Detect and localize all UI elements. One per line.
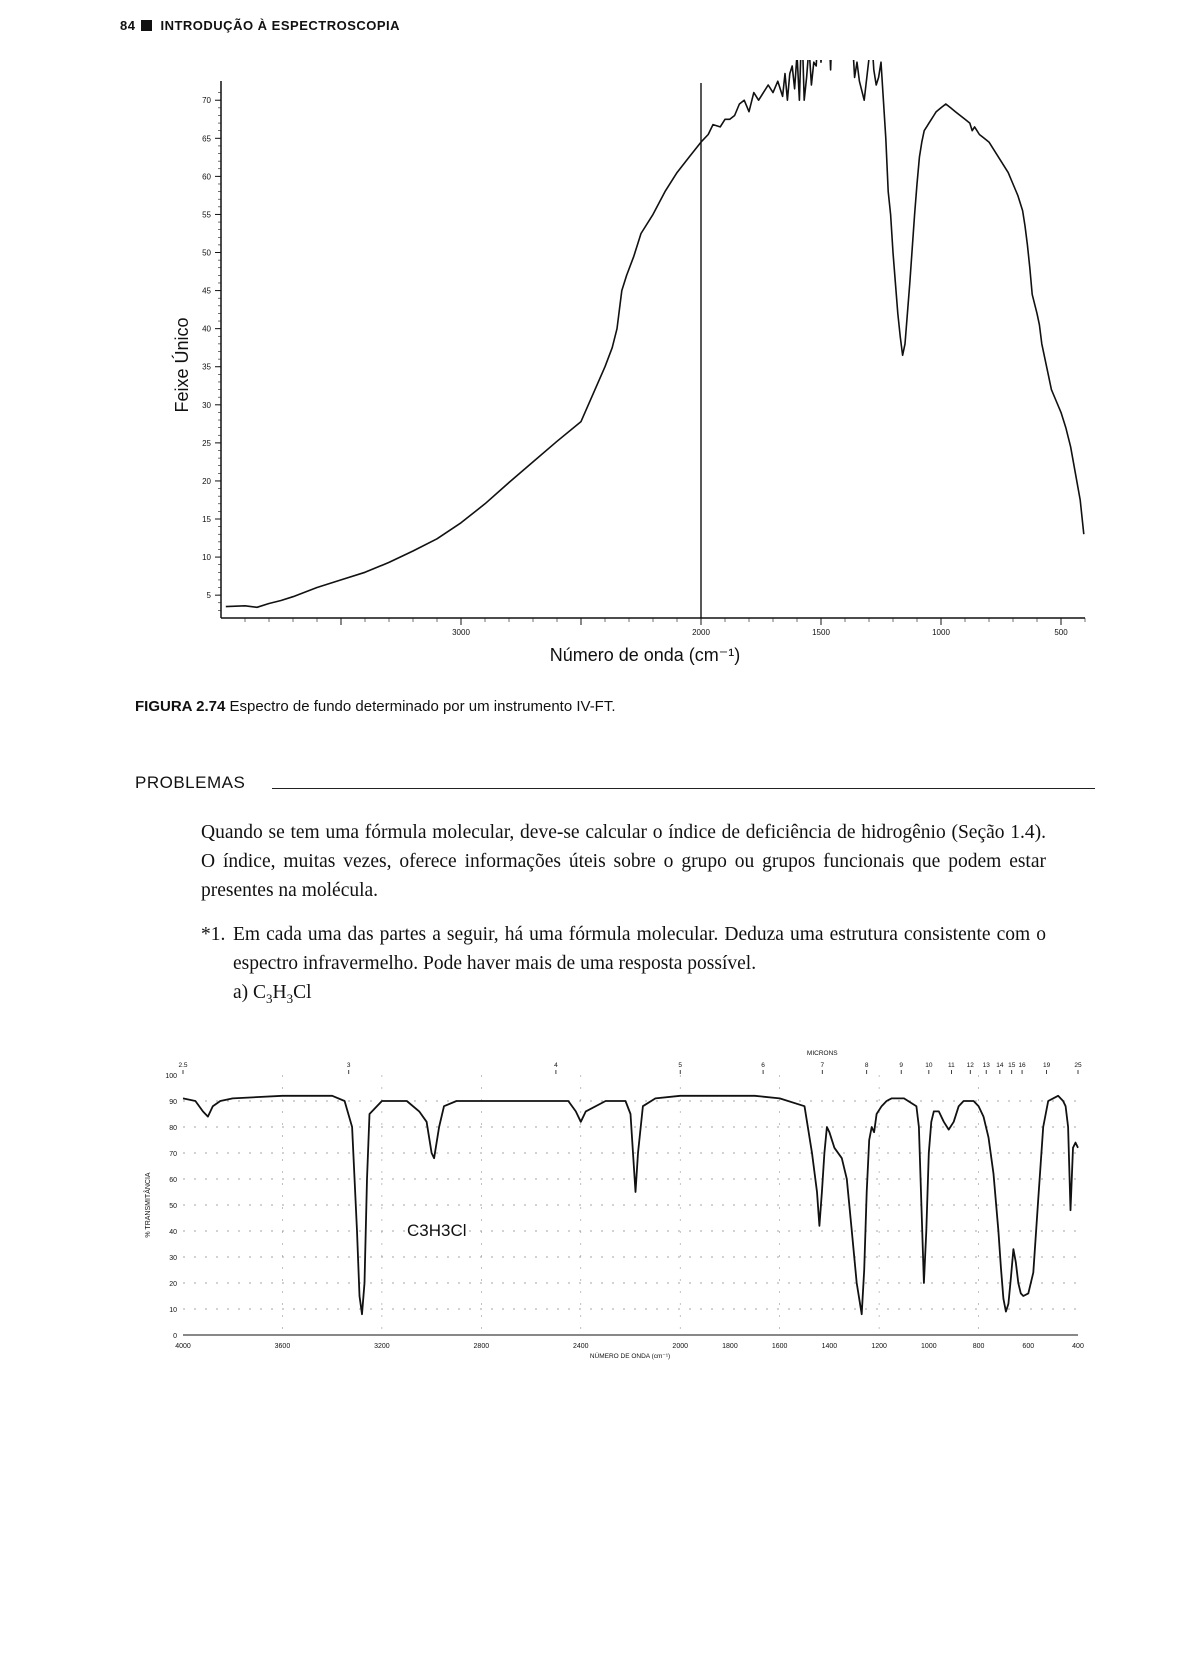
section-title: PROBLEMAS xyxy=(135,773,246,792)
x-tick-label: 3200 xyxy=(374,1343,390,1350)
page-number: 84 xyxy=(120,18,136,33)
x-tick-label: 1000 xyxy=(921,1343,937,1350)
y-tick-label: 100 xyxy=(165,1073,177,1080)
figure-caption-text: Espectro de fundo determinado por um instrumento IV-FT. xyxy=(229,698,616,715)
section-rule xyxy=(272,788,1095,789)
x-tick-label: 4000 xyxy=(175,1343,191,1350)
y-tick-label: 30 xyxy=(202,400,211,410)
spectrum-line xyxy=(226,60,1084,607)
x-tick-label: 500 xyxy=(1054,628,1068,637)
x-tick-label: 1000 xyxy=(932,628,950,637)
top-tick-label: 10 xyxy=(925,1062,933,1069)
top-tick-label: 8 xyxy=(864,1062,869,1069)
y-tick-label: 90 xyxy=(169,1099,177,1106)
top-tick-label: 7 xyxy=(820,1062,825,1069)
running-title: INTRODUÇÃO À ESPECTROSCOPIA xyxy=(160,18,401,33)
y-tick-label: 35 xyxy=(202,362,211,372)
x-tick-label: 1800 xyxy=(722,1343,738,1350)
top-tick-label: 3 xyxy=(346,1062,351,1069)
top-tick-label: 9 xyxy=(899,1062,904,1069)
x-tick-label: 2000 xyxy=(672,1343,689,1350)
figure-label: FIGURA 2.74 xyxy=(135,698,226,715)
top-tick-label: 5 xyxy=(678,1062,683,1069)
y-tick-label: 50 xyxy=(202,248,211,258)
y-tick-label: 25 xyxy=(202,438,211,448)
y-tick-label: 20 xyxy=(169,1281,177,1288)
top-tick-label: 4 xyxy=(554,1062,558,1069)
top-tick-label: 19 xyxy=(1042,1062,1051,1069)
top-tick-label: 15 xyxy=(1008,1062,1016,1069)
problem-number: *1. xyxy=(201,924,226,945)
y-tick-label: 15 xyxy=(202,515,211,525)
top-axis-label: MICRONS xyxy=(806,1050,838,1057)
problems-intro-paragraph: Quando se tem uma fórmula molecular, deve-se calcular o índice de deficiência de hidrogênio (Seção 1.4). O índice, muitas vezes, oferece informações úteis sobre o grupo ou grupos funcionais que podem estar presentes na molécula. xyxy=(201,822,1046,901)
running-header xyxy=(120,18,400,33)
y-tick-label: 0 xyxy=(173,1333,177,1340)
compound-label: C3H3Cl xyxy=(407,1221,467,1240)
y-tick-label: 70 xyxy=(169,1151,177,1158)
square-bullet-icon xyxy=(141,20,152,31)
x-tick-label: 1200 xyxy=(871,1343,887,1350)
x-tick-label: 1600 xyxy=(771,1343,788,1350)
y-tick-label: 50 xyxy=(169,1203,177,1210)
top-tick-label: 12 xyxy=(966,1062,974,1069)
x-axis-label: NÚMERO DE ONDA (cm⁻¹) xyxy=(589,1353,671,1360)
top-tick-label: 11 xyxy=(948,1062,955,1069)
top-tick-label: 13 xyxy=(982,1062,990,1069)
y-tick-label: 10 xyxy=(202,553,211,563)
x-tick-label: 600 xyxy=(1022,1343,1035,1350)
problem-part-a: a) $C_3H_3Cl$ xyxy=(233,982,312,1006)
y-tick-label: 40 xyxy=(202,324,211,334)
y-tick-label: 60 xyxy=(202,172,211,182)
y-tick-label: 20 xyxy=(202,476,211,486)
y-tick-label: 40 xyxy=(169,1229,177,1236)
figure-caption xyxy=(135,698,616,715)
background-spectrum-chart xyxy=(0,60,1190,680)
x-tick-label: 3600 xyxy=(274,1343,291,1350)
x-tick-label: 800 xyxy=(972,1343,985,1350)
top-tick-label: 6 xyxy=(761,1062,765,1069)
ir-spectrum-chart xyxy=(0,1040,1190,1360)
y-tick-label: 55 xyxy=(202,210,211,220)
top-tick-label: 14 xyxy=(996,1062,1004,1069)
x-tick-label: 2000 xyxy=(692,628,710,637)
y-tick-label: 70 xyxy=(202,96,211,106)
x-tick-label: 2800 xyxy=(473,1343,490,1350)
y-tick-label: 10 xyxy=(169,1307,177,1314)
x-tick-label: 1400 xyxy=(821,1343,838,1350)
y-tick-label: 30 xyxy=(169,1255,177,1262)
y-tick-label: 5 xyxy=(206,591,211,601)
problem-text: Em cada uma das partes a seguir, há uma fórmula molecular. Deduza uma estrutura consistente com o espectro infravermelho. Pode haver mais de uma resposta possível. xyxy=(233,924,1046,974)
x-tick-label: 2400 xyxy=(572,1343,589,1350)
y-axis-label: Feixe Único xyxy=(172,317,192,413)
top-tick-label: 2.5 xyxy=(178,1062,188,1069)
x-axis-label: Número de onda (cm⁻¹) xyxy=(549,645,741,665)
top-tick-label: 16 xyxy=(1018,1062,1026,1069)
top-tick-label: 25 xyxy=(1074,1062,1082,1069)
y-tick-label: 45 xyxy=(202,286,211,296)
y-tick-label: 65 xyxy=(202,134,211,144)
y-tick-label: 80 xyxy=(169,1125,177,1132)
x-tick-label: 1500 xyxy=(812,628,830,637)
y-tick-label: 60 xyxy=(169,1177,177,1184)
x-tick-label: 400 xyxy=(1072,1343,1084,1350)
x-tick-label: 3000 xyxy=(452,628,470,637)
y-axis-label: % TRANSMITÂNCIA xyxy=(145,1172,152,1238)
